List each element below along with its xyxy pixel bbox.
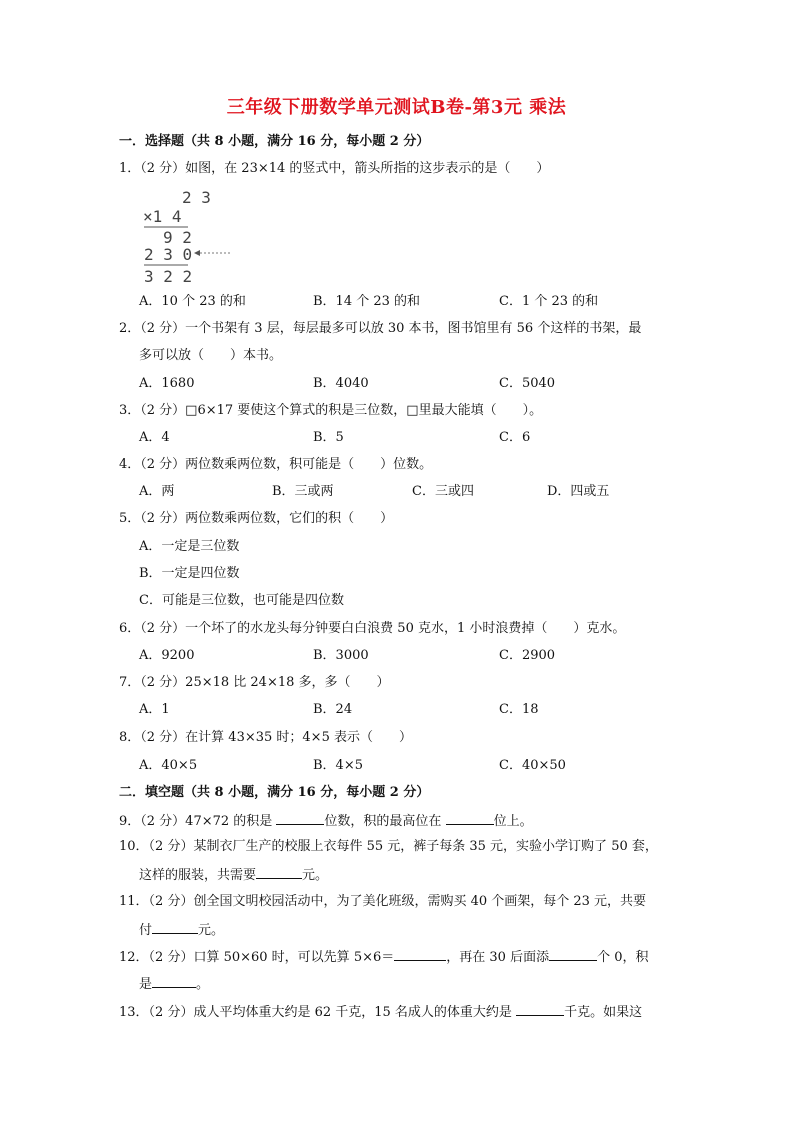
q3-option-c[interactable]: C．6 [499,430,531,445]
arrow-icon [194,250,200,256]
question-10-line-1: 10．（2 分）某制衣厂生产的校服上衣每件 55 元，裤子每条 35 元，实验小学订购了 50 套， [119,839,658,854]
section-heading-choice: 一．选择题（共 8 小题，满分 16 分，每小题 2 分） [119,134,430,149]
figure-row-4: 2 3 0 [144,245,193,264]
q8-option-a[interactable]: A．40×5 [139,758,198,773]
q12-blank-3[interactable] [152,975,196,988]
q12-blank-2[interactable] [549,948,597,961]
q12-text-e: 。 [196,977,210,992]
question-12-line-2 [139,975,209,993]
q2-option-b[interactable]: B．4040 [313,376,369,391]
question-10-line-2 [139,866,328,884]
q5-option-a[interactable]: A．一定是三位数 [139,539,240,554]
q4-option-b[interactable]: B．三或两 [272,484,334,499]
q1-option-b[interactable]: B．14 个 23 的和 [313,294,421,309]
q9-text-b: 位数，积的最高位在 [324,814,446,829]
q8-option-c[interactable]: C．40×50 [499,758,566,773]
question-13-line-1 [119,1003,642,1021]
q9-text-a: 9．（2 分）47×72 的积是 [119,814,277,829]
q10-text-a: 这样的服装，共需要 [139,868,257,883]
q9-blank-2[interactable] [446,812,494,825]
q11-text-a: 付 [139,923,153,938]
q3-option-a[interactable]: A．4 [139,430,170,445]
q12-text-b: ，再在 30 后面添 [446,950,550,965]
figure-row-3: 9 2 [163,228,192,247]
q11-blank[interactable] [152,921,198,934]
question-3: 3．（2 分）□6×17 要使这个算式的积是三位数，□里最大能填（ ）。 [119,403,543,418]
q2-option-c[interactable]: C．5040 [499,376,556,391]
question-2-line-1: 2．（2 分）一个书架有 3 层，每层最多可以放 30 本书，图书馆里有 56 个这样的书架，最 [119,321,642,336]
q7-option-b[interactable]: B．24 [313,702,353,717]
question-2-line-2: 多可以放（ ）本书。 [139,348,283,363]
q10-text-b: 元。 [302,868,329,883]
figure-row-1: 2 3 [182,189,211,207]
q6-option-b[interactable]: B．3000 [313,648,369,663]
q9-blank-1[interactable] [276,812,324,825]
question-8: 8．（2 分）在计算 43×35 时；4×5 表示（ ） [119,730,412,745]
q9-text-c: 位上。 [493,814,533,829]
q7-option-c[interactable]: C．18 [499,702,539,717]
page-title: 三年级下册数学单元测试B卷-第3元 乘法 [226,97,567,118]
q12-text-c: 个 0，积 [597,950,649,965]
q2-option-a[interactable]: A．1680 [139,376,195,391]
q12-blank-1[interactable] [394,948,446,961]
vertical-multiplication-figure [142,189,238,285]
question-6: 6．（2 分）一个坏了的水龙头每分钟要白白浪费 50 克水，1 小时浪费掉（ ）克水。 [119,621,626,636]
q3-option-b[interactable]: B．5 [313,430,344,445]
figure-row-5: 3 2 2 [144,267,193,285]
q1-option-a[interactable]: A．10 个 23 的和 [139,294,246,309]
question-7: 7．（2 分）25×18 比 24×18 多，多（ ） [119,675,390,690]
q13-text-a: 13．（2 分）成人平均体重大约是 62 千克，15 名成人的体重大约是 [119,1005,517,1020]
q13-text-b: 千克。如果这 [564,1005,643,1020]
q10-blank[interactable] [256,866,302,879]
q12-text-a: 12．（2 分）口算 50×60 时，可以先算 5×6＝ [119,950,395,965]
q4-option-a[interactable]: A．两 [139,484,175,499]
q4-option-c[interactable]: C．三或四 [412,484,474,499]
question-9 [119,812,533,830]
question-1: 1．（2 分）如图，在 23×14 的竖式中，箭头所指的这步表示的是（ ） [119,161,550,176]
q12-text-d: 是 [139,977,153,992]
q6-option-c[interactable]: C．2900 [499,648,556,663]
q7-option-a[interactable]: A．1 [139,702,170,717]
q4-option-d[interactable]: D．四或五 [547,484,610,499]
question-5: 5．（2 分）两位数乘两位数，它们的积（ ） [119,511,394,526]
q11-text-b: 元。 [198,923,225,938]
q1-option-c[interactable]: C．1 个 23 的和 [499,294,599,309]
question-12-line-1 [119,948,648,966]
q8-option-b[interactable]: B．4×5 [313,758,363,773]
figure-row-2: ×1 4 [143,207,182,226]
q6-option-a[interactable]: A．9200 [139,648,195,663]
q13-blank[interactable] [516,1003,564,1016]
question-4: 4．（2 分）两位数乘两位数，积可能是（ ）位数。 [119,457,433,472]
q5-option-b[interactable]: B．一定是四位数 [139,566,240,581]
question-11-line-1: 11．（2 分）创全国文明校园活动中，为了美化班级，需购买 40 个画架，每个 23 元，共要 [119,894,647,909]
q5-option-c[interactable]: C．可能是三位数，也可能是四位数 [139,593,344,608]
question-11-line-2 [139,921,224,939]
section-heading-fill: 二．填空题（共 8 小题，满分 16 分，每小题 2 分） [119,785,430,800]
